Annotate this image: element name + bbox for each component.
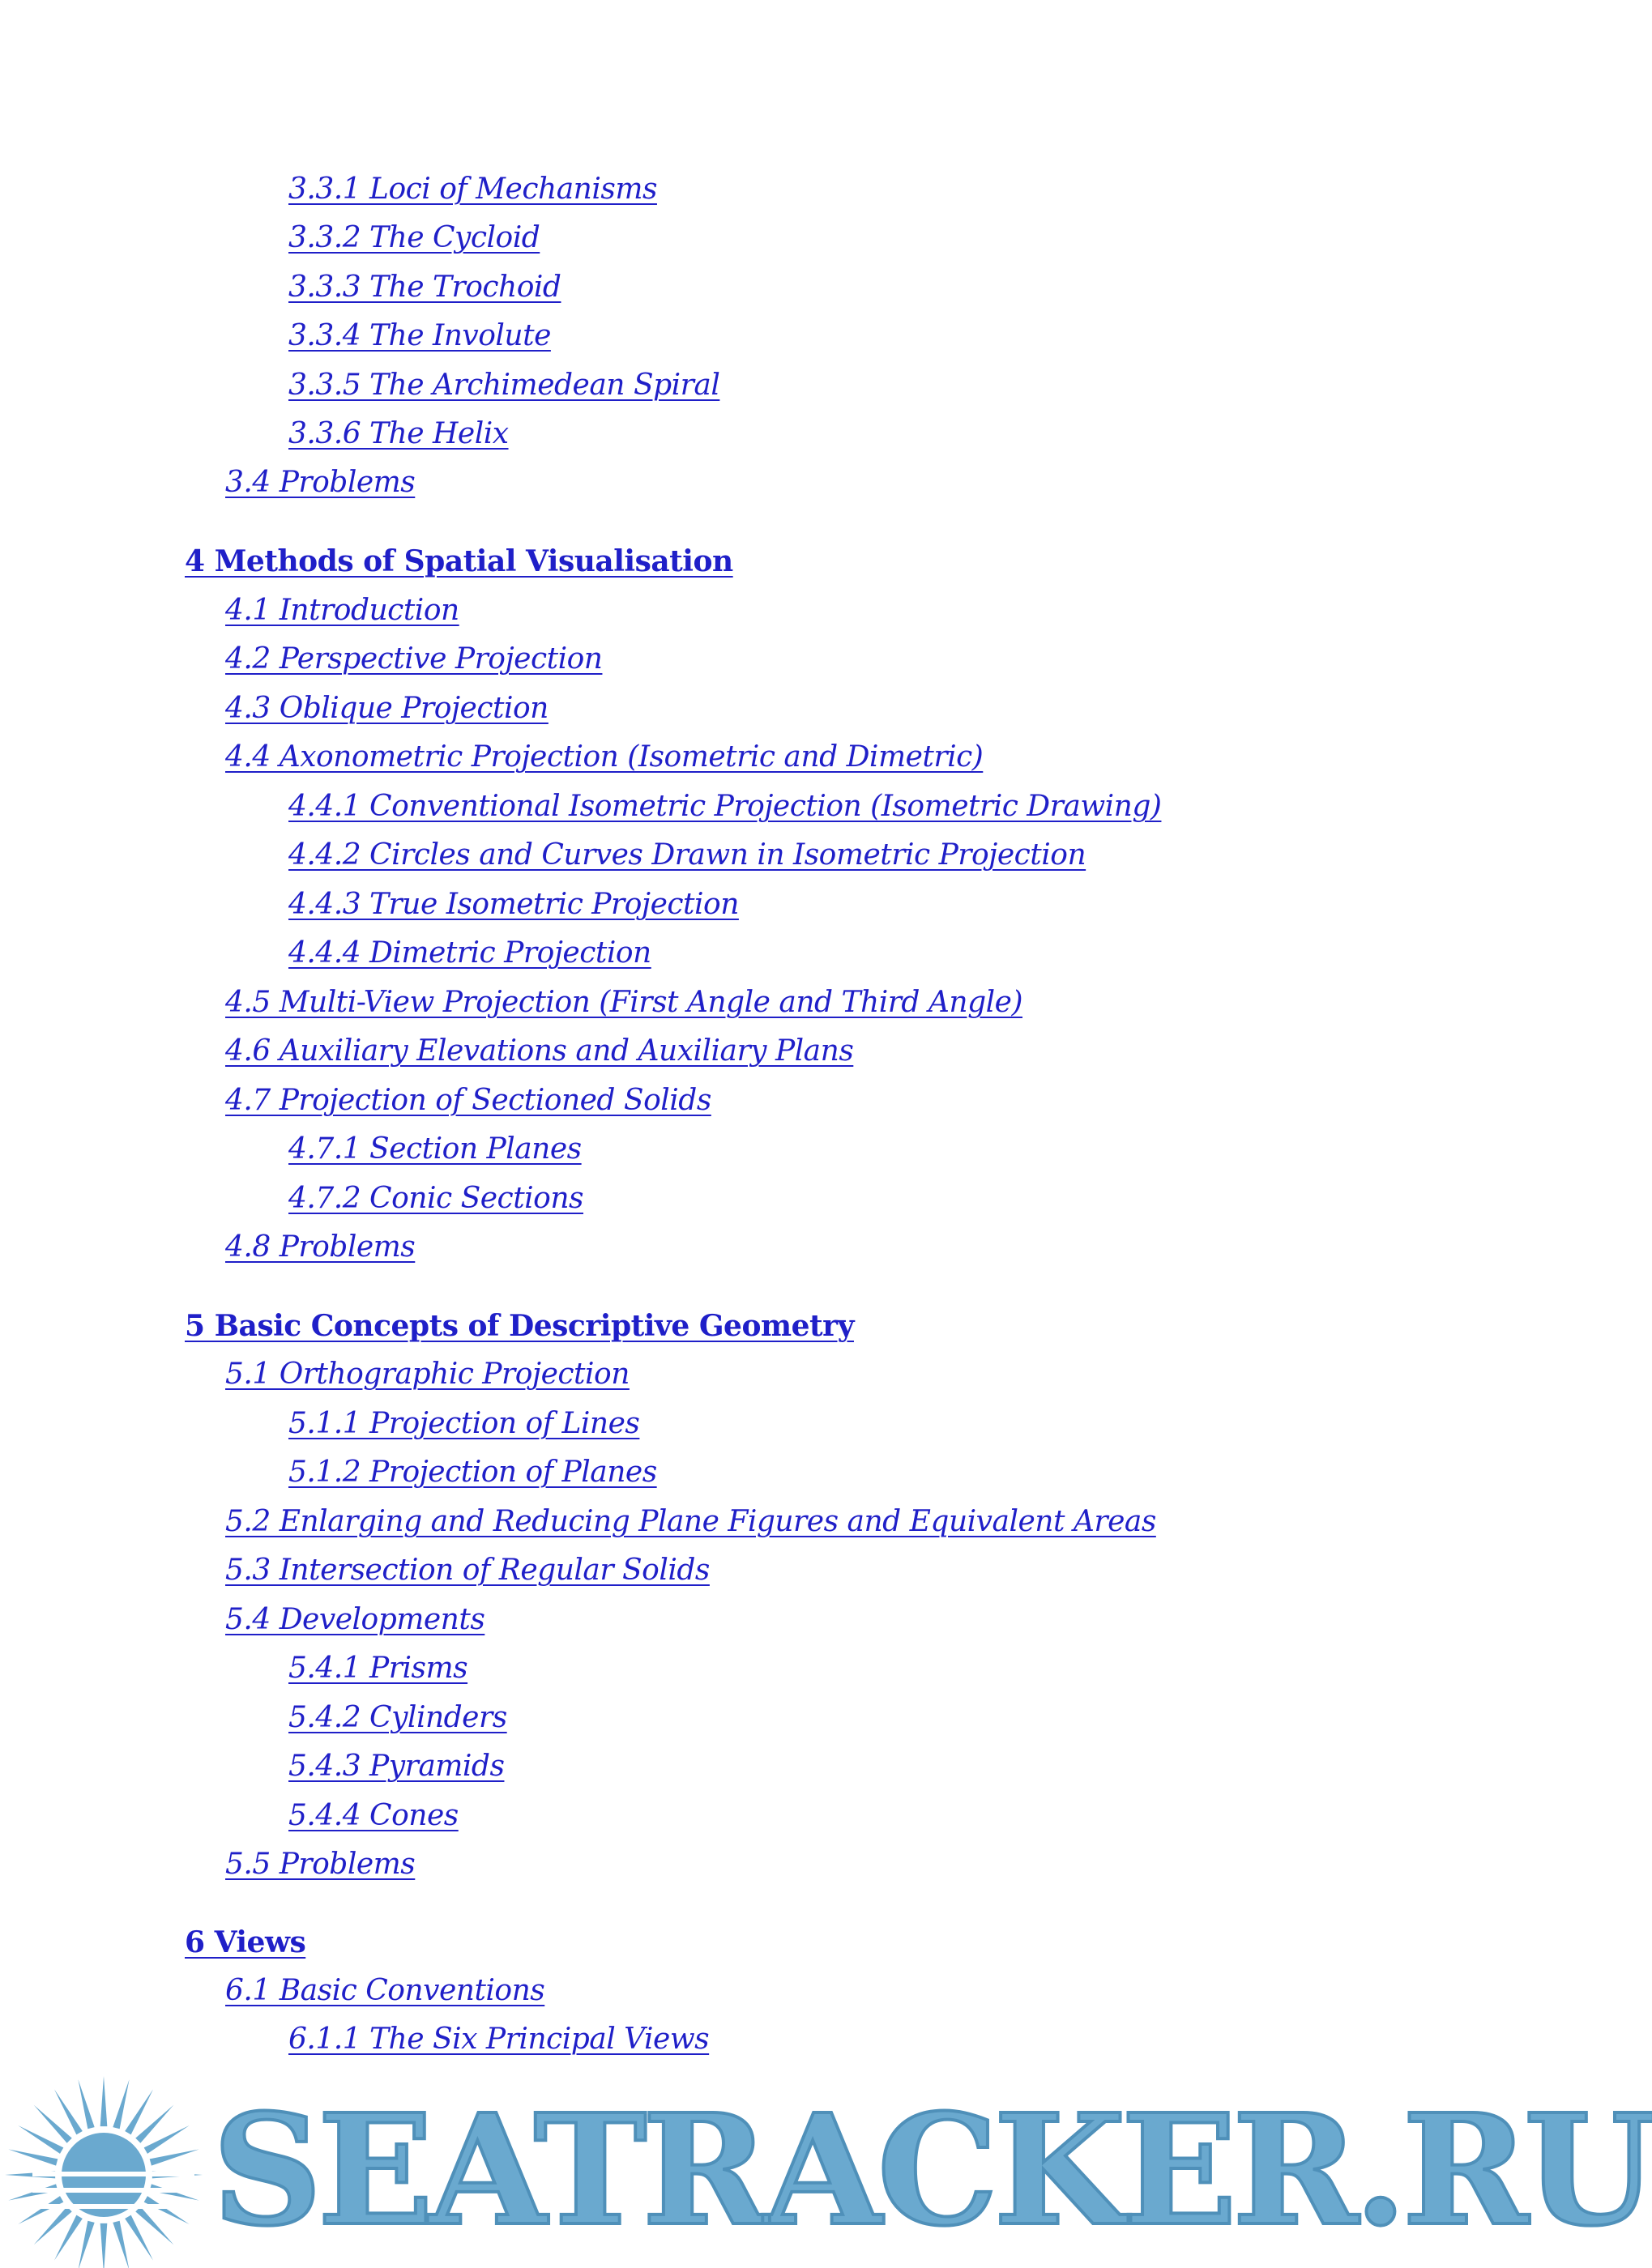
toc-entry-4-2[interactable]: 4.2 Perspective Projection — [225, 642, 603, 676]
toc-entry-5-1-1[interactable]: 5.1.1 Projection of Lines — [288, 1407, 640, 1440]
toc-entry-5-4-3[interactable]: 5.4.3 Pyramids — [288, 1750, 505, 1783]
toc-entry-4-4-2[interactable]: 4.4.2 Circles and Curves Drawn in Isometric Projection — [288, 838, 1086, 872]
toc-chapter-4[interactable]: 4 Methods of Spatial Visualisation — [185, 544, 733, 578]
sun-ray — [100, 2223, 108, 2268]
toc-entry-4-6[interactable]: 4.6 Auxiliary Elevations and Auxiliary Plans — [225, 1034, 854, 1068]
toc-entry-4-7-2[interactable]: 4.7.2 Conic Sections — [288, 1182, 584, 1215]
toc-entry-3-3-6[interactable]: 3.3.6 The Helix — [288, 417, 509, 450]
toc-chapter-6[interactable]: 6 Views — [185, 1925, 306, 1959]
toc-entry-3-4[interactable]: 3.4 Problems — [225, 466, 416, 499]
toc-entry-5-4-1[interactable]: 5.4.1 Prisms — [288, 1652, 468, 1685]
toc-entry-5-4[interactable]: 5.4 Developments — [225, 1603, 485, 1636]
toc-entry-6-1-1[interactable]: 6.1.1 The Six Principal Views — [288, 2023, 710, 2056]
toc-entry-3-3-2[interactable]: 3.3.2 The Cycloid — [288, 221, 540, 254]
toc-entry-4-4-3[interactable]: 4.4.3 True Isometric Projection — [288, 888, 739, 921]
toc-entry-4-5[interactable]: 4.5 Multi-View Projection (First Angle and Third Angle) — [225, 986, 1022, 1019]
toc-entry-4-7-1[interactable]: 4.7.1 Section Planes — [288, 1132, 582, 1166]
toc-entry-3-3-5[interactable]: 3.3.5 The Archimedean Spiral — [288, 369, 720, 402]
sun-ray — [100, 2076, 108, 2126]
toc-entry-5-4-4[interactable]: 5.4.4 Cones — [288, 1799, 459, 1832]
toc-entry-4-4-4[interactable]: 4.4.4 Dimetric Projection — [288, 936, 651, 970]
toc-entry-5-1[interactable]: 5.1 Orthographic Projection — [225, 1358, 630, 1391]
toc-entry-3-3-3[interactable]: 3.3.3 The Trochoid — [288, 271, 561, 304]
sun-ray — [78, 2221, 94, 2268]
toc-entry-5-4-2[interactable]: 5.4.2 Cylinders — [288, 1701, 507, 1734]
toc-entry-4-4[interactable]: 4.4 Axonometric Projection (Isometric and Dimetric) — [225, 740, 984, 774]
sun-ray — [150, 2149, 199, 2165]
sun-ray — [78, 2079, 94, 2129]
toc-entry-5-3[interactable]: 5.3 Intersection of Regular Solids — [225, 1554, 710, 1587]
toc-entry-5-1-2[interactable]: 5.1.2 Projection of Planes — [288, 1456, 657, 1489]
toc-entry-5-2[interactable]: 5.2 Enlarging and Reducing Plane Figures and Equivalent Areas — [225, 1505, 1156, 1538]
toc-entry-5-5[interactable]: 5.5 Problems — [225, 1848, 416, 1881]
toc-entry-4-8[interactable]: 4.8 Problems — [225, 1230, 416, 1264]
toc-entry-4-1[interactable]: 4.1 Introduction — [225, 594, 459, 627]
toc-entry-6-1[interactable]: 6.1 Basic Conventions — [225, 1974, 545, 2007]
toc-chapter-5[interactable]: 5 Basic Concepts of Descriptive Geometry — [185, 1309, 854, 1343]
sun-icon — [0, 2070, 211, 2268]
toc-entry-3-3-4[interactable]: 3.3.4 The Involute — [288, 319, 551, 352]
toc-entry-3-3-1[interactable]: 3.3.1 Loci of Mechanisms — [288, 173, 657, 206]
toc-entry-4-4-1[interactable]: 4.4.1 Conventional Isometric Projection (Isometric Drawing) — [288, 790, 1162, 823]
watermark-text: SEATRACKER.RU — [212, 2081, 1652, 2260]
toc-entry-4-3[interactable]: 4.3 Oblique Projection — [225, 692, 549, 725]
toc-entry-4-7[interactable]: 4.7 Projection of Sectioned Solids — [225, 1084, 711, 1117]
watermark — [0, 2070, 1652, 2268]
sun-ray — [113, 2221, 129, 2268]
sun-ray — [8, 2149, 58, 2165]
sun-ray — [113, 2079, 129, 2129]
